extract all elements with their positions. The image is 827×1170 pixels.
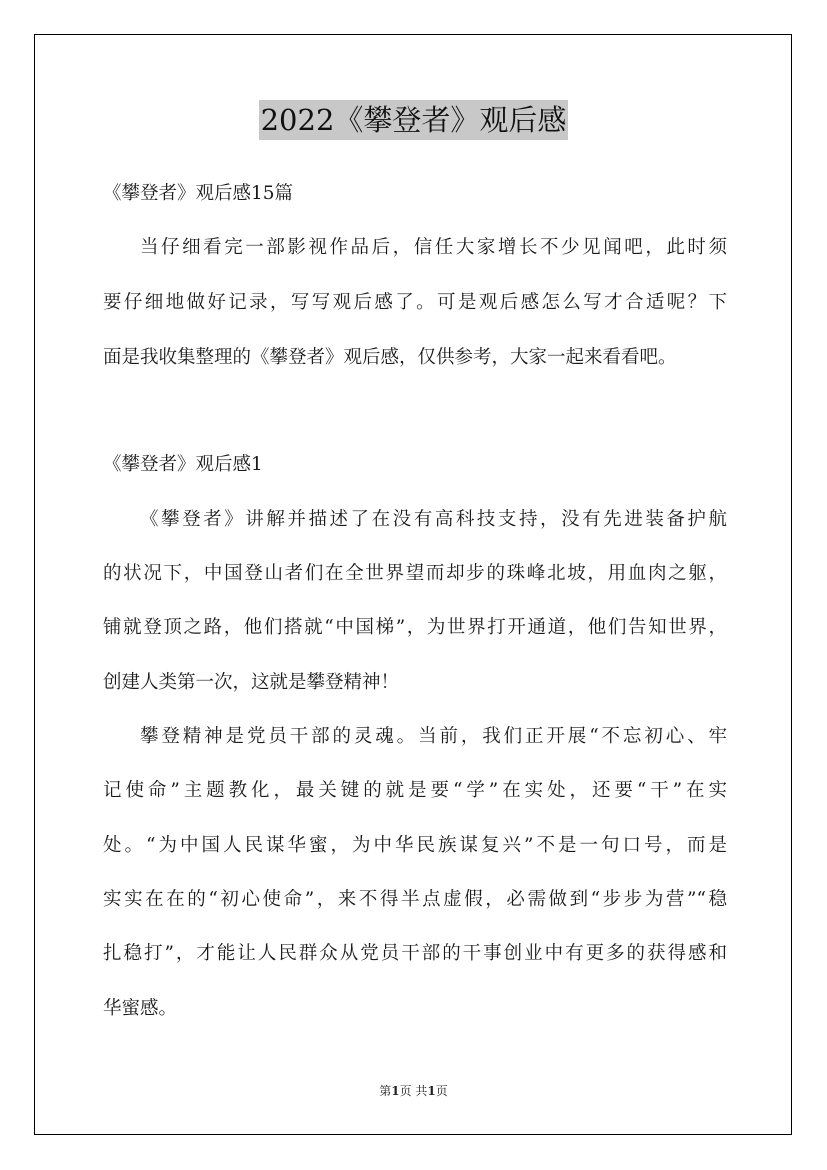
intro-line-2: 要仔细地做好记录，写写观后感了。可是观后感怎么写才合适呢？下 — [103, 292, 727, 313]
footer-suffix: 页 — [435, 1084, 448, 1098]
paragraph2-line-5: 扎稳打”，才能让人民群众从党员干部的干事创业中有更多的获得感和 — [103, 943, 727, 964]
section-heading: 《攀登者》观后感1 — [103, 454, 263, 475]
paragraph1-line-1: 《攀登者》讲解并描述了在没有高科技支持，没有先进装备护航 — [140, 509, 727, 530]
title-container — [0, 100, 827, 140]
paragraph2-line-4: 实实在在的“初心使命”，来不得半点虚假，必需做到“步步为营”“稳 — [103, 889, 727, 910]
page-footer — [0, 1083, 827, 1099]
footer-prefix: 第 — [379, 1084, 392, 1098]
paragraph2-line-2: 记使命”主题教化，最关键的就是要“学”在实处，还要“干”在实 — [103, 780, 727, 801]
paragraph1-line-2: 的状况下，中国登山者们在全世界望而却步的珠峰北坡，用血肉之躯， — [103, 563, 727, 584]
paragraph1-line-4: 创建人类第一次，这就是攀登精神！ — [103, 672, 400, 693]
paragraph1-line-3: 铺就登顶之路，他们搭就“中国梯”，为世界打开通道，他们告知世界， — [103, 617, 727, 638]
subtitle: 《攀登者》观后感15篇 — [103, 183, 294, 204]
document-title: 2022《攀登者》观后感 — [259, 100, 569, 140]
footer-total-pages: 1 — [427, 1084, 436, 1098]
intro-line-3: 面是我收集整理的《攀登者》观后感，仅供参考，大家一起来看看吧。 — [103, 347, 677, 368]
intro-line-1: 当仔细看完一部影视作品后，信任大家增长不少见闻吧，此时须 — [140, 237, 727, 258]
paragraph2-line-6: 华蜜感。 — [103, 998, 178, 1019]
footer-mid: 页 共 — [399, 1084, 428, 1098]
paragraph2-line-3: 处。“为中国人民谋华蜜，为中华民族谋复兴”不是一句口号，而是 — [103, 835, 727, 856]
paragraph2-line-1: 攀登精神是党员干部的灵魂。当前，我们正开展“不忘初心、牢 — [140, 726, 727, 747]
footer-current-page: 1 — [391, 1084, 400, 1098]
